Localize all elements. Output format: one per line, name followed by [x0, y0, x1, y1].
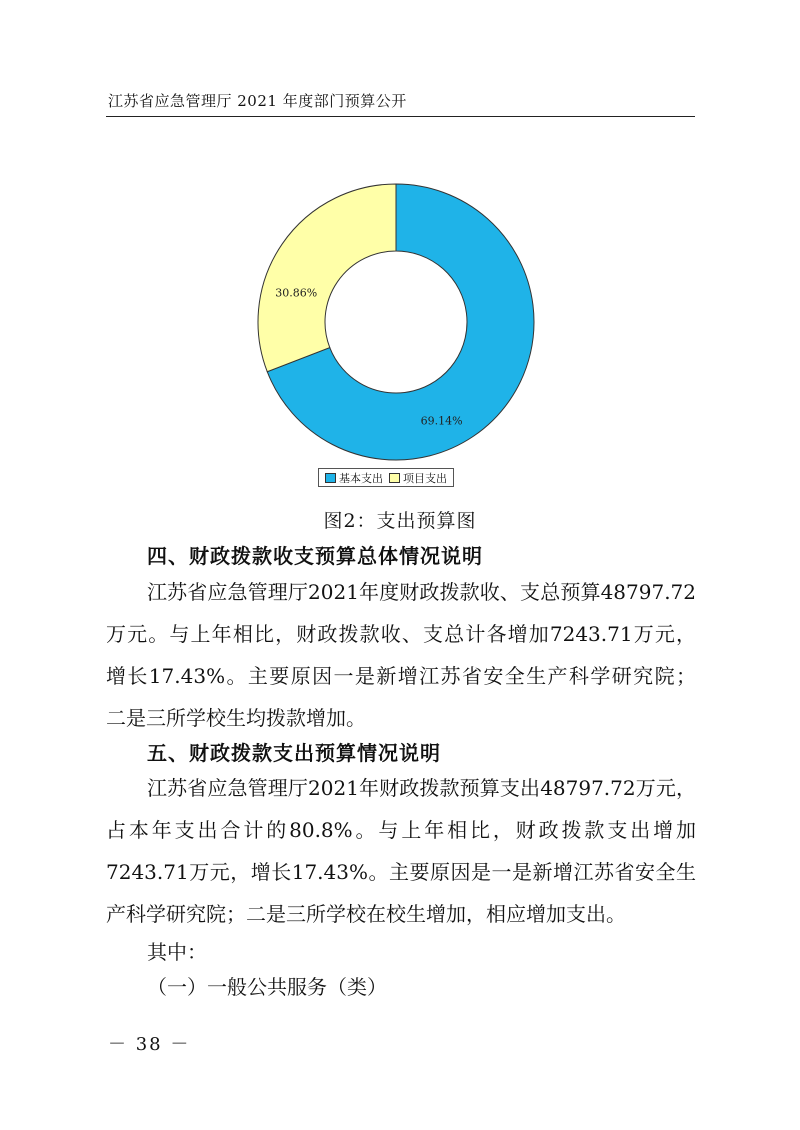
- figure-caption: 图2：支出预算图: [323, 510, 477, 532]
- section-five-heading: 五、财政拨款支出预算情况说明: [147, 741, 441, 765]
- section-four-line: 江苏省应急管理厅2021年度财政拨款收、支总预算48797.72: [147, 580, 696, 604]
- legend-swatch-project: [389, 473, 400, 483]
- donut-chart-svg: [256, 182, 536, 462]
- legend-label-project: 项目支出: [403, 471, 447, 485]
- section-five-line: 占本年支出合计的80.8%。与上年相比，财政拨款支出增加: [106, 818, 696, 842]
- header-divider: [106, 116, 695, 117]
- header-title: 江苏省应急管理厅 2021 年度部门预算公开: [108, 92, 407, 110]
- subsection-heading: （一）一般公共服务（类）: [147, 975, 387, 999]
- section-four-heading: 四、财政拨款收支预算总体情况说明: [147, 544, 483, 568]
- legend-swatch-basic: [325, 473, 336, 483]
- slice-label-project: 30.86%: [275, 286, 318, 300]
- section-five-line: 7243.71万元，增长17.43%。主要原因是一是新增江苏省安全生: [106, 860, 696, 884]
- donut-chart: [256, 182, 536, 490]
- section-five-line: 产科学研究院；二是三所学校在校生增加，相应增加支出。: [106, 902, 626, 926]
- section-four-line: 万元。与上年相比，财政拨款收、支总计各增加7243.71万元，: [106, 622, 696, 646]
- legend-item-basic: [325, 470, 383, 486]
- section-four-line: 增长17.43%。主要原因一是新增江苏省安全生产科学研究院；: [106, 664, 696, 688]
- page-number: － 38 －: [108, 1034, 191, 1055]
- chart-legend: [318, 468, 454, 487]
- donut-slice-project: [258, 184, 396, 372]
- slice-label-basic: 69.14%: [420, 414, 463, 428]
- among-label: 其中：: [147, 940, 207, 964]
- legend-label-basic: 基本支出: [339, 471, 383, 485]
- section-five-line: 江苏省应急管理厅2021年财政拨款预算支出48797.72万元，: [147, 776, 696, 800]
- legend-item-project: [389, 470, 447, 486]
- section-four-line: 二是三所学校生均拨款增加。: [106, 706, 366, 730]
